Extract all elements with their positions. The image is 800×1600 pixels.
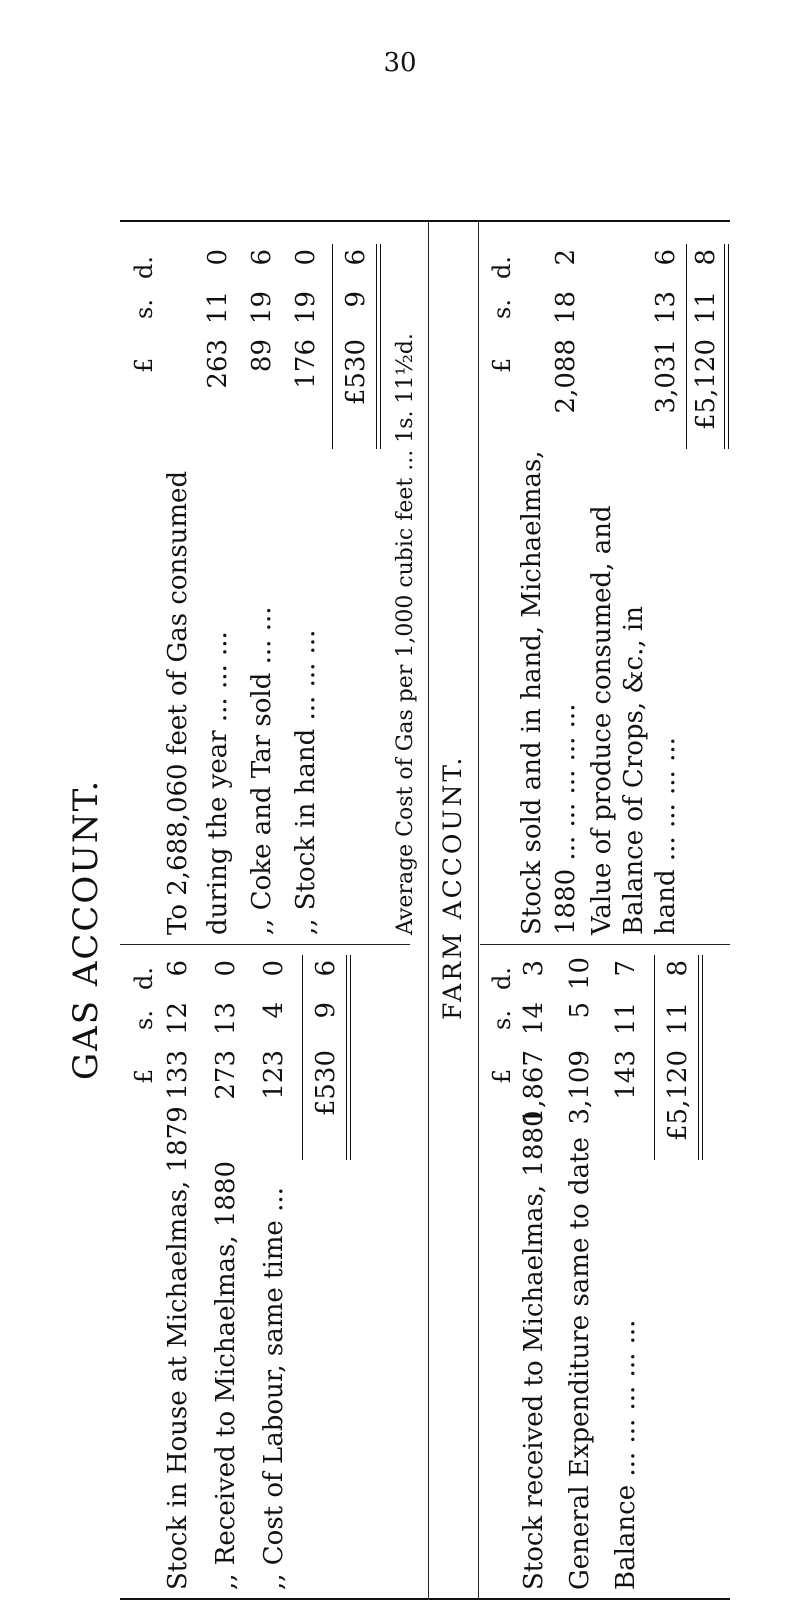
- note-text: Average Cost of Gas per 1,000 cubic feet ... 1s. 11½d.: [393, 333, 418, 935]
- entry-shillings: 18: [551, 291, 581, 325]
- total-rule: [302, 955, 303, 1160]
- entry-shillings: 19: [291, 291, 321, 325]
- entry-shillings: 13: [211, 1002, 241, 1036]
- entry-text: Stock sold and in hand, Michaelmas,: [517, 450, 547, 935]
- total-pence: 6: [311, 960, 341, 977]
- total-pounds: £5,120: [663, 1050, 693, 1141]
- entry-pounds: 89: [247, 339, 277, 373]
- total-pence: 8: [691, 249, 721, 266]
- entry-pence: 6: [247, 249, 277, 266]
- entry-text: General Expenditure same to date: [565, 1137, 595, 1590]
- total-pence: 6: [341, 249, 371, 266]
- gas-account-title: GAS ACCOUNT.: [66, 778, 106, 1080]
- entry-pounds: 143: [611, 1050, 641, 1100]
- entry-text: To 2,688,060 feet of Gas consumed: [163, 470, 193, 935]
- entry-pence: 6: [651, 249, 681, 266]
- gas-debit-header-pence: d.: [130, 967, 158, 990]
- entry-text: Stock received to Michaelmas, 1880: [519, 1110, 549, 1590]
- farm-credit-header-shillings: s.: [488, 299, 516, 319]
- gas-debit-header-shillings: s.: [130, 1010, 158, 1030]
- farm-account-title: FARM ACCOUNT.: [438, 754, 467, 1020]
- entry-pence: 0: [211, 960, 241, 977]
- entry-pounds: 123: [259, 1050, 289, 1100]
- rotated-ledger-page: [60, 220, 740, 1600]
- farm-credit-header-pounds: £: [488, 357, 516, 373]
- entry-text: ,, Received to Michaelmas, 1880: [211, 1160, 241, 1590]
- entry-shillings: 19: [247, 291, 277, 325]
- total-pence: 8: [663, 960, 693, 977]
- total-rule: [654, 955, 655, 1160]
- entry-text: Balance of Crops, &c., in: [619, 606, 649, 935]
- entry-pounds: 2,088: [551, 339, 581, 414]
- entry-pounds: 176: [291, 339, 321, 389]
- entry-pounds: 3,031: [651, 339, 681, 414]
- total-shillings: 11: [663, 1002, 693, 1036]
- entry-pence: 7: [611, 960, 641, 977]
- entry-shillings: 11: [611, 1002, 641, 1036]
- entry-text: ,, Stock in hand ... ... ...: [291, 629, 321, 935]
- entry-shillings: 5: [565, 1002, 595, 1019]
- entry-pence: 6: [163, 960, 193, 977]
- total-double-rule: [376, 244, 381, 449]
- farm-panel-divider: [480, 944, 730, 945]
- entry-text: during the year ... ... ...: [203, 631, 233, 935]
- entry-pounds: 273: [211, 1050, 241, 1100]
- entry-pence: 0: [259, 960, 289, 977]
- entry-shillings: 4: [259, 1002, 289, 1019]
- total-double-rule: [346, 955, 351, 1160]
- entry-pence: 0: [291, 249, 321, 266]
- entry-pounds: 133: [163, 1050, 193, 1100]
- entry-pounds: 1,867: [519, 1050, 549, 1125]
- total-pounds: £530: [311, 1050, 341, 1117]
- entry-pence: 0: [203, 249, 233, 266]
- total-pounds: £530: [341, 339, 371, 406]
- farm-debit-header-shillings: s.: [488, 1010, 516, 1030]
- farm-credit-panel: [480, 235, 730, 935]
- farm-debit-panel: [480, 950, 730, 1590]
- gas-debit-header-pounds: £: [130, 1068, 158, 1084]
- gas-debit-panel: [120, 950, 420, 1590]
- entry-text: Balance ... ... ... ... ...: [611, 1319, 641, 1590]
- page-number: 30: [383, 48, 417, 78]
- total-shillings: 11: [691, 291, 721, 325]
- farm-credit-header-pence: d.: [488, 256, 516, 279]
- entry-pence: 10: [565, 956, 595, 990]
- entry-shillings: 13: [651, 291, 681, 325]
- total-rule: [332, 244, 333, 449]
- entry-text: 1880 ... ... ... ... ...: [551, 703, 581, 935]
- total-double-rule: [698, 955, 703, 1160]
- total-rule: [686, 244, 687, 449]
- entry-shillings: 11: [203, 291, 233, 325]
- entry-pence: 3: [519, 960, 549, 977]
- farm-debit-header-pounds: £: [488, 1068, 516, 1084]
- entry-pounds: 263: [203, 339, 233, 389]
- entry-text: hand ... ... ... ...: [651, 737, 681, 935]
- entry-text: Value of produce consumed, and: [587, 505, 617, 935]
- entry-text: Stock in House at Michaelmas, 1879: [163, 1106, 193, 1590]
- entry-text: ,, Cost of Labour, same time ...: [259, 1187, 289, 1590]
- total-double-rule: [724, 244, 729, 449]
- entry-pounds: 3,109: [565, 1050, 595, 1125]
- total-pounds: £5,120: [691, 339, 721, 430]
- total-shillings: 9: [341, 291, 371, 308]
- gas-credit-header-pence: d.: [130, 256, 158, 279]
- entry-pence: 2: [551, 249, 581, 266]
- farm-debit-header-pence: d.: [488, 967, 516, 990]
- section-divider: [478, 220, 479, 1600]
- gas-credit-panel: [120, 235, 420, 935]
- section-divider: [428, 220, 429, 1600]
- frame-rule: [120, 220, 730, 222]
- gas-credit-header-pounds: £: [130, 357, 158, 373]
- gas-panel-divider: [120, 944, 410, 945]
- entry-text: ,, Coke and Tar sold ... ...: [247, 606, 277, 935]
- entry-shillings: 14: [519, 1002, 549, 1036]
- entry-shillings: 12: [163, 1002, 193, 1036]
- total-shillings: 9: [311, 1002, 341, 1019]
- gas-credit-header-shillings: s.: [130, 299, 158, 319]
